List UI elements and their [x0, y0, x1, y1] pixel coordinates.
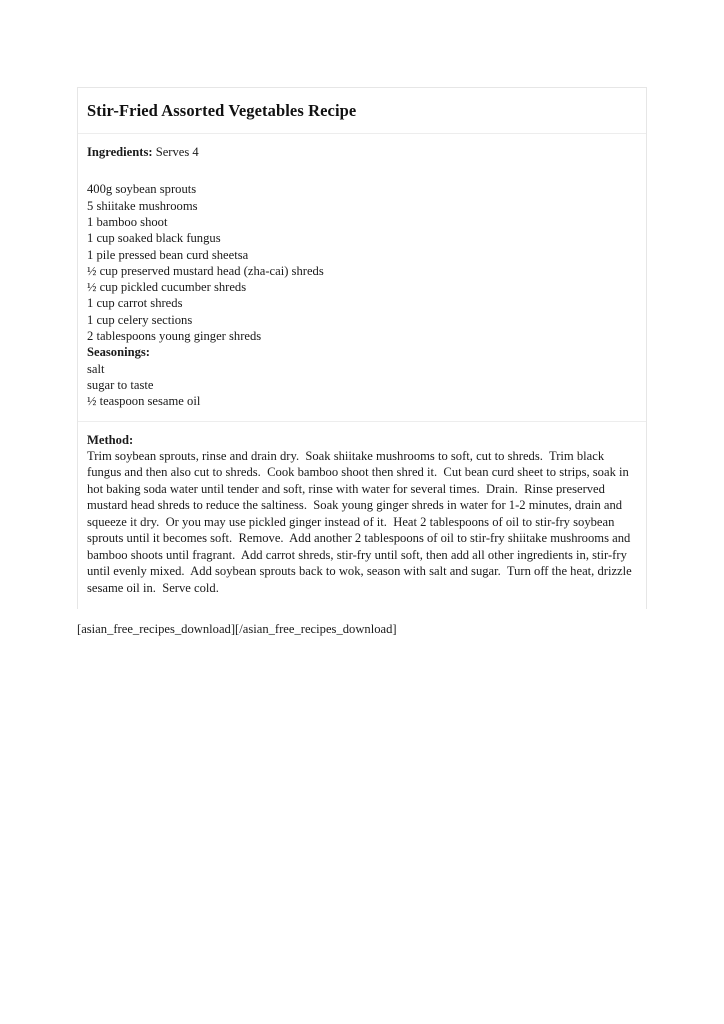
- list-item: 1 cup soaked black fungus: [87, 231, 221, 246]
- shortcode-text: [asian_free_recipes_download][/asian_free_recipes_download]: [77, 622, 397, 636]
- list-item: ½ cup preserved mustard head (zha-cai) shreds: [87, 263, 324, 278]
- seasonings-label: Seasonings:: [87, 345, 150, 360]
- ingredients-list: [87, 181, 636, 409]
- list-item: salt: [87, 361, 105, 376]
- page-title: Stir-Fried Assorted Vegetables Recipe: [87, 101, 357, 120]
- serves-value: Serves 4: [155, 144, 199, 159]
- list-item: 1 cup celery sections: [87, 312, 193, 327]
- recipe-card-header: [78, 88, 646, 134]
- ingredients-heading: [87, 144, 636, 160]
- list-item: 2 tablespoons young ginger shreds: [87, 329, 262, 344]
- method-section: [78, 422, 646, 610]
- list-item: sugar to taste: [87, 377, 154, 392]
- ingredients-section: [78, 134, 646, 422]
- list-item: 1 bamboo shoot: [87, 214, 168, 229]
- method-text: Trim soybean sprouts, rinse and drain dry. Soak shiitake mushrooms to soft, cut to shreds. Trim black fungus and then also cut to shreds. Cook bamboo shoot then shred it. Cut bean curd sheet to strips, soak in hot baking soda water until tender and soft, rinse with water for several times. Drain. Rinse preserved mustard head shreds to reduce the saltiness. Soak young ginger shreds in water for 1-2 minutes, drain and squeeze it dry. Or you may use pickled ginger instead of it. Heat 2 tablespoons of oil to stir-fry soybean sprouts until it becomes soft. Remove. Add another 2 tablespoons of oil to stir-fry shiitake mushrooms and bamboo shoots until fragrant. Add carrot shreds, stir-fry until soft, then add all other ingredients in, stir-fry until evenly mixed. Add soybean sprouts back to wok, season with salt and sugar. Turn off the heat, drizzle sesame oil in. Serve cold.: [87, 448, 635, 595]
- list-item: ½ cup pickled cucumber shreds: [87, 280, 247, 295]
- list-item: 5 shiitake mushrooms: [87, 198, 198, 213]
- method-label: Method:: [87, 432, 134, 447]
- list-item: ½ teaspoon sesame oil: [87, 394, 201, 409]
- list-item: 1 cup carrot shreds: [87, 296, 183, 311]
- ingredients-label: Ingredients:: [87, 144, 153, 159]
- recipe-card: [77, 87, 647, 609]
- list-item: 400g soybean sprouts: [87, 182, 197, 197]
- spacer-line: [87, 165, 636, 181]
- list-item: 1 pile pressed bean curd sheetsa: [87, 247, 249, 262]
